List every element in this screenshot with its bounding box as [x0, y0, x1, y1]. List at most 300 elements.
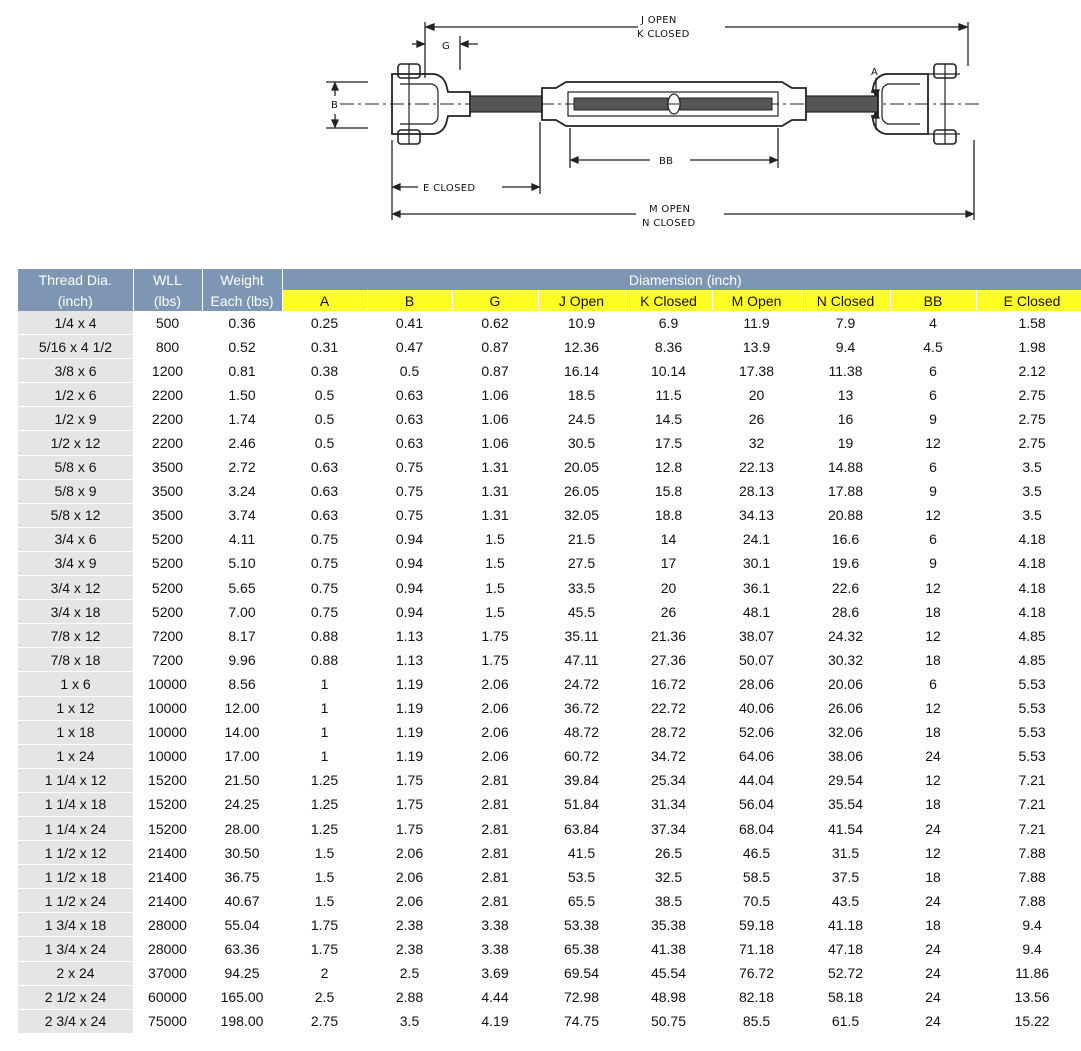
- cell-a: 1.5: [282, 841, 367, 865]
- cell-wll: 7200: [133, 624, 202, 648]
- cell-j-open: 36.72: [538, 696, 625, 720]
- cell-j-open: 45.5: [538, 600, 625, 624]
- cell-g: 1.31: [452, 479, 538, 503]
- cell-j-open: 72.98: [538, 985, 625, 1009]
- cell-a: 0.5: [282, 431, 367, 455]
- cell-g: 1.06: [452, 407, 538, 431]
- cell-m-open: 30.1: [712, 551, 801, 575]
- cell-weight: 12.00: [202, 696, 282, 720]
- cell-e-closed: 7.21: [976, 768, 1081, 792]
- cell-a: 0.75: [282, 527, 367, 551]
- cell-b: 1.19: [367, 720, 452, 744]
- cell-e-closed: 7.88: [976, 841, 1081, 865]
- cell-k-closed: 34.72: [625, 744, 712, 768]
- header-col-n-closed: N Closed: [801, 290, 890, 311]
- cell-j-open: 51.84: [538, 792, 625, 816]
- cell-n-closed: 31.5: [801, 841, 890, 865]
- cell-weight: 55.04: [202, 913, 282, 937]
- label-g: G: [442, 41, 451, 52]
- cell-a: 1: [282, 720, 367, 744]
- cell-a: 0.25: [282, 311, 367, 335]
- cell-j-open: 65.38: [538, 937, 625, 961]
- cell-a: 0.5: [282, 407, 367, 431]
- cell-a: 0.75: [282, 551, 367, 575]
- cell-k-closed: 31.34: [625, 792, 712, 816]
- cell-j-open: 47.11: [538, 648, 625, 672]
- cell-n-closed: 11.38: [801, 359, 890, 383]
- label-a: A: [871, 67, 879, 78]
- cell-weight: 0.36: [202, 311, 282, 335]
- cell-weight: 17.00: [202, 744, 282, 768]
- cell-g: 2.06: [452, 696, 538, 720]
- cell-j-open: 24.5: [538, 407, 625, 431]
- cell-thread-dia: 5/8 x 9: [18, 479, 133, 503]
- cell-e-closed: 4.85: [976, 624, 1081, 648]
- cell-weight: 8.56: [202, 672, 282, 696]
- cell-e-closed: 3.5: [976, 479, 1081, 503]
- cell-b: 2.38: [367, 937, 452, 961]
- cell-k-closed: 37.34: [625, 816, 712, 840]
- cell-g: 4.44: [452, 985, 538, 1009]
- cell-k-closed: 48.98: [625, 985, 712, 1009]
- cell-e-closed: 13.56: [976, 985, 1081, 1009]
- cell-wll: 21400: [133, 889, 202, 913]
- table-row: [18, 359, 1081, 383]
- cell-b: 3.5: [367, 1009, 452, 1033]
- header-col-a: A: [282, 290, 367, 311]
- table-row: [18, 455, 1081, 479]
- cell-e-closed: 4.18: [976, 576, 1081, 600]
- cell-j-open: 65.5: [538, 889, 625, 913]
- cell-wll: 5200: [133, 576, 202, 600]
- cell-a: 0.63: [282, 455, 367, 479]
- cell-g: 2.81: [452, 865, 538, 889]
- cell-j-open: 41.5: [538, 841, 625, 865]
- cell-n-closed: 17.88: [801, 479, 890, 503]
- cell-weight: 0.52: [202, 335, 282, 359]
- header-row-2: [18, 290, 1081, 311]
- cell-k-closed: 25.34: [625, 768, 712, 792]
- cell-g: 1.75: [452, 648, 538, 672]
- table-row: [18, 768, 1081, 792]
- cell-b: 2.06: [367, 889, 452, 913]
- cell-weight: 9.96: [202, 648, 282, 672]
- cell-n-closed: 37.5: [801, 865, 890, 889]
- cell-n-closed: 22.6: [801, 576, 890, 600]
- cell-wll: 10000: [133, 672, 202, 696]
- cell-thread-dia: 7/8 x 18: [18, 648, 133, 672]
- cell-m-open: 56.04: [712, 792, 801, 816]
- cell-thread-dia: 1 x 6: [18, 672, 133, 696]
- cell-k-closed: 28.72: [625, 720, 712, 744]
- cell-bb: 18: [890, 865, 976, 889]
- label-n-closed: N CLOSED: [642, 218, 696, 229]
- cell-k-closed: 26: [625, 600, 712, 624]
- cell-thread-dia: 5/16 x 4 1/2: [18, 335, 133, 359]
- cell-g: 3.38: [452, 937, 538, 961]
- cell-a: 1.75: [282, 913, 367, 937]
- cell-k-closed: 41.38: [625, 937, 712, 961]
- cell-wll: 15200: [133, 792, 202, 816]
- table-row: [18, 937, 1081, 961]
- cell-n-closed: 14.88: [801, 455, 890, 479]
- cell-j-open: 33.5: [538, 576, 625, 600]
- cell-wll: 21400: [133, 865, 202, 889]
- cell-a: 0.38: [282, 359, 367, 383]
- cell-n-closed: 9.4: [801, 335, 890, 359]
- cell-e-closed: 1.58: [976, 311, 1081, 335]
- table-body: [18, 311, 1081, 1033]
- cell-e-closed: 5.53: [976, 672, 1081, 696]
- cell-n-closed: 61.5: [801, 1009, 890, 1033]
- cell-weight: 1.74: [202, 407, 282, 431]
- header-col-k-closed: K Closed: [625, 290, 712, 311]
- cell-m-open: 50.07: [712, 648, 801, 672]
- table-row: [18, 816, 1081, 840]
- cell-n-closed: 20.06: [801, 672, 890, 696]
- cell-thread-dia: 1/2 x 6: [18, 383, 133, 407]
- cell-e-closed: 15.22: [976, 1009, 1081, 1033]
- cell-bb: 24: [890, 744, 976, 768]
- cell-j-open: 20.05: [538, 455, 625, 479]
- cell-bb: 24: [890, 889, 976, 913]
- cell-wll: 60000: [133, 985, 202, 1009]
- cell-thread-dia: 1 1/2 x 18: [18, 865, 133, 889]
- cell-b: 1.13: [367, 624, 452, 648]
- cell-weight: 63.36: [202, 937, 282, 961]
- cell-bb: 12: [890, 696, 976, 720]
- cell-thread-dia: 3/4 x 6: [18, 527, 133, 551]
- cell-bb: 24: [890, 1009, 976, 1033]
- cell-weight: 94.25: [202, 961, 282, 985]
- cell-bb: 9: [890, 551, 976, 575]
- cell-thread-dia: 5/8 x 6: [18, 455, 133, 479]
- header-row-1: [18, 269, 1081, 290]
- cell-k-closed: 10.14: [625, 359, 712, 383]
- cell-weight: 3.74: [202, 503, 282, 527]
- cell-m-open: 13.9: [712, 335, 801, 359]
- cell-j-open: 74.75: [538, 1009, 625, 1033]
- cell-a: 0.75: [282, 600, 367, 624]
- table-row: [18, 527, 1081, 551]
- cell-n-closed: 28.6: [801, 600, 890, 624]
- cell-e-closed: 2.75: [976, 431, 1081, 455]
- cell-g: 1.5: [452, 551, 538, 575]
- cell-bb: 12: [890, 624, 976, 648]
- cell-weight: 8.17: [202, 624, 282, 648]
- cell-g: 2.81: [452, 816, 538, 840]
- cell-a: 1: [282, 672, 367, 696]
- cell-weight: 21.50: [202, 768, 282, 792]
- cell-thread-dia: 1 x 12: [18, 696, 133, 720]
- table-row: [18, 961, 1081, 985]
- cell-e-closed: 2.75: [976, 407, 1081, 431]
- cell-m-open: 40.06: [712, 696, 801, 720]
- cell-e-closed: 1.98: [976, 335, 1081, 359]
- cell-bb: 12: [890, 503, 976, 527]
- table-row: [18, 889, 1081, 913]
- cell-a: 1: [282, 696, 367, 720]
- cell-e-closed: 9.4: [976, 913, 1081, 937]
- cell-wll: 2200: [133, 383, 202, 407]
- table-row: [18, 431, 1081, 455]
- cell-m-open: 24.1: [712, 527, 801, 551]
- cell-g: 2.06: [452, 744, 538, 768]
- cell-m-open: 20: [712, 383, 801, 407]
- cell-wll: 28000: [133, 937, 202, 961]
- cell-weight: 40.67: [202, 889, 282, 913]
- table-row: [18, 383, 1081, 407]
- cell-m-open: 82.18: [712, 985, 801, 1009]
- cell-weight: 0.81: [202, 359, 282, 383]
- cell-k-closed: 17: [625, 551, 712, 575]
- cell-weight: 28.00: [202, 816, 282, 840]
- cell-k-closed: 27.36: [625, 648, 712, 672]
- cell-thread-dia: 3/4 x 9: [18, 551, 133, 575]
- cell-n-closed: 19: [801, 431, 890, 455]
- cell-j-open: 12.36: [538, 335, 625, 359]
- table-row: [18, 865, 1081, 889]
- cell-e-closed: 2.12: [976, 359, 1081, 383]
- cell-weight: 14.00: [202, 720, 282, 744]
- cell-k-closed: 32.5: [625, 865, 712, 889]
- cell-n-closed: 47.18: [801, 937, 890, 961]
- table-row: [18, 479, 1081, 503]
- cell-m-open: 36.1: [712, 576, 801, 600]
- header-thread-dia: Thread Dia.: [18, 269, 133, 290]
- cell-e-closed: 7.21: [976, 792, 1081, 816]
- cell-k-closed: 8.36: [625, 335, 712, 359]
- cell-e-closed: 7.88: [976, 865, 1081, 889]
- cell-bb: 9: [890, 407, 976, 431]
- cell-n-closed: 16: [801, 407, 890, 431]
- cell-n-closed: 43.5: [801, 889, 890, 913]
- cell-thread-dia: 1 1/4 x 18: [18, 792, 133, 816]
- table-row: [18, 311, 1081, 335]
- cell-m-open: 85.5: [712, 1009, 801, 1033]
- table-row: [18, 696, 1081, 720]
- cell-e-closed: 3.5: [976, 455, 1081, 479]
- cell-m-open: 28.13: [712, 479, 801, 503]
- header-weight: Weight: [202, 269, 282, 290]
- cell-b: 0.63: [367, 431, 452, 455]
- cell-k-closed: 35.38: [625, 913, 712, 937]
- table-row: [18, 720, 1081, 744]
- cell-thread-dia: 2 1/2 x 24: [18, 985, 133, 1009]
- header-col-m-open: M Open: [712, 290, 801, 311]
- label-j-open: J OPEN: [641, 15, 677, 26]
- header-col-bb: BB: [890, 290, 976, 311]
- cell-thread-dia: 1/4 x 4: [18, 311, 133, 335]
- cell-m-open: 48.1: [712, 600, 801, 624]
- cell-a: 0.63: [282, 503, 367, 527]
- cell-g: 1.5: [452, 600, 538, 624]
- cell-j-open: 10.9: [538, 311, 625, 335]
- cell-j-open: 35.11: [538, 624, 625, 648]
- cell-m-open: 46.5: [712, 841, 801, 865]
- cell-e-closed: 7.21: [976, 816, 1081, 840]
- header-wll-unit: (lbs): [133, 290, 202, 311]
- cell-j-open: 53.38: [538, 913, 625, 937]
- cell-weight: 5.10: [202, 551, 282, 575]
- cell-j-open: 63.84: [538, 816, 625, 840]
- cell-e-closed: 11.86: [976, 961, 1081, 985]
- cell-bb: 18: [890, 648, 976, 672]
- cell-k-closed: 17.5: [625, 431, 712, 455]
- label-bb: BB: [659, 156, 674, 167]
- cell-j-open: 30.5: [538, 431, 625, 455]
- cell-m-open: 71.18: [712, 937, 801, 961]
- cell-n-closed: 24.32: [801, 624, 890, 648]
- cell-b: 2.38: [367, 913, 452, 937]
- cell-wll: 3500: [133, 479, 202, 503]
- cell-thread-dia: 1 1/4 x 24: [18, 816, 133, 840]
- cell-m-open: 58.5: [712, 865, 801, 889]
- cell-k-closed: 22.72: [625, 696, 712, 720]
- cell-g: 1.5: [452, 576, 538, 600]
- cell-b: 0.94: [367, 551, 452, 575]
- cell-bb: 18: [890, 720, 976, 744]
- cell-a: 1.25: [282, 792, 367, 816]
- cell-k-closed: 38.5: [625, 889, 712, 913]
- cell-j-open: 27.5: [538, 551, 625, 575]
- cell-g: 2.06: [452, 672, 538, 696]
- cell-bb: 12: [890, 431, 976, 455]
- cell-m-open: 17.38: [712, 359, 801, 383]
- cell-wll: 3500: [133, 503, 202, 527]
- cell-m-open: 44.04: [712, 768, 801, 792]
- cell-wll: 28000: [133, 913, 202, 937]
- cell-b: 1.75: [367, 816, 452, 840]
- cell-wll: 10000: [133, 720, 202, 744]
- cell-j-open: 26.05: [538, 479, 625, 503]
- cell-b: 1.75: [367, 768, 452, 792]
- cell-b: 0.63: [367, 407, 452, 431]
- cell-k-closed: 16.72: [625, 672, 712, 696]
- cell-thread-dia: 1 3/4 x 24: [18, 937, 133, 961]
- cell-g: 1.06: [452, 383, 538, 407]
- cell-j-open: 24.72: [538, 672, 625, 696]
- label-m-open: M OPEN: [649, 204, 691, 215]
- cell-weight: 24.25: [202, 792, 282, 816]
- table-row: [18, 624, 1081, 648]
- cell-k-closed: 18.8: [625, 503, 712, 527]
- cell-e-closed: 4.85: [976, 648, 1081, 672]
- cell-a: 1: [282, 744, 367, 768]
- table-row: [18, 551, 1081, 575]
- label-e-closed: E CLOSED: [423, 183, 476, 194]
- cell-k-closed: 6.9: [625, 311, 712, 335]
- cell-m-open: 52.06: [712, 720, 801, 744]
- table-row: [18, 913, 1081, 937]
- cell-bb: 24: [890, 961, 976, 985]
- cell-b: 2.88: [367, 985, 452, 1009]
- cell-e-closed: 2.75: [976, 383, 1081, 407]
- table-row: [18, 576, 1081, 600]
- cell-weight: 2.46: [202, 431, 282, 455]
- cell-b: 0.94: [367, 576, 452, 600]
- table-row: [18, 744, 1081, 768]
- cell-b: 0.75: [367, 503, 452, 527]
- cell-a: 1.75: [282, 937, 367, 961]
- header-wll: WLL: [133, 269, 202, 290]
- cell-a: 1.5: [282, 889, 367, 913]
- header-dimension-group: Diamension (inch): [282, 269, 1081, 290]
- cell-bb: 24: [890, 937, 976, 961]
- cell-bb: 9: [890, 479, 976, 503]
- cell-bb: 18: [890, 792, 976, 816]
- cell-a: 2.75: [282, 1009, 367, 1033]
- cell-g: 3.69: [452, 961, 538, 985]
- cell-bb: 4: [890, 311, 976, 335]
- cell-bb: 18: [890, 913, 976, 937]
- cell-b: 2.06: [367, 865, 452, 889]
- cell-wll: 21400: [133, 841, 202, 865]
- cell-a: 1.25: [282, 816, 367, 840]
- cell-wll: 10000: [133, 744, 202, 768]
- cell-e-closed: 5.53: [976, 744, 1081, 768]
- cell-bb: 4.5: [890, 335, 976, 359]
- cell-bb: 6: [890, 455, 976, 479]
- header-thread-dia-unit: (inch): [18, 290, 133, 311]
- cell-a: 0.31: [282, 335, 367, 359]
- label-b: B: [331, 100, 339, 111]
- cell-thread-dia: 1 x 24: [18, 744, 133, 768]
- cell-weight: 36.75: [202, 865, 282, 889]
- cell-bb: 12: [890, 841, 976, 865]
- cell-weight: 198.00: [202, 1009, 282, 1033]
- cell-e-closed: 9.4: [976, 937, 1081, 961]
- cell-j-open: 48.72: [538, 720, 625, 744]
- cell-m-open: 76.72: [712, 961, 801, 985]
- cell-wll: 15200: [133, 768, 202, 792]
- cell-b: 0.47: [367, 335, 452, 359]
- cell-n-closed: 52.72: [801, 961, 890, 985]
- cell-thread-dia: 3/8 x 6: [18, 359, 133, 383]
- turnbuckle-diagram: [320, 0, 1000, 240]
- cell-k-closed: 21.36: [625, 624, 712, 648]
- header-weight-unit: Each (lbs): [202, 290, 282, 311]
- table-row: [18, 1009, 1081, 1033]
- cell-a: 1.5: [282, 865, 367, 889]
- cell-n-closed: 30.32: [801, 648, 890, 672]
- cell-weight: 30.50: [202, 841, 282, 865]
- cell-weight: 4.11: [202, 527, 282, 551]
- table-row: [18, 792, 1081, 816]
- cell-j-open: 16.14: [538, 359, 625, 383]
- cell-e-closed: 5.53: [976, 720, 1081, 744]
- table-row: [18, 648, 1081, 672]
- turnbuckle-spec-table: [18, 269, 1081, 1034]
- header-col-j-open: J Open: [538, 290, 625, 311]
- cell-b: 0.94: [367, 527, 452, 551]
- cell-thread-dia: 3/4 x 18: [18, 600, 133, 624]
- cell-weight: 3.24: [202, 479, 282, 503]
- cell-wll: 2200: [133, 431, 202, 455]
- cell-m-open: 70.5: [712, 889, 801, 913]
- cell-wll: 5200: [133, 527, 202, 551]
- cell-g: 1.31: [452, 503, 538, 527]
- cell-g: 3.38: [452, 913, 538, 937]
- cell-b: 1.75: [367, 792, 452, 816]
- cell-k-closed: 14: [625, 527, 712, 551]
- cell-j-open: 60.72: [538, 744, 625, 768]
- cell-k-closed: 20: [625, 576, 712, 600]
- cell-g: 2.81: [452, 889, 538, 913]
- cell-e-closed: 7.88: [976, 889, 1081, 913]
- cell-g: 1.5: [452, 527, 538, 551]
- cell-k-closed: 45.54: [625, 961, 712, 985]
